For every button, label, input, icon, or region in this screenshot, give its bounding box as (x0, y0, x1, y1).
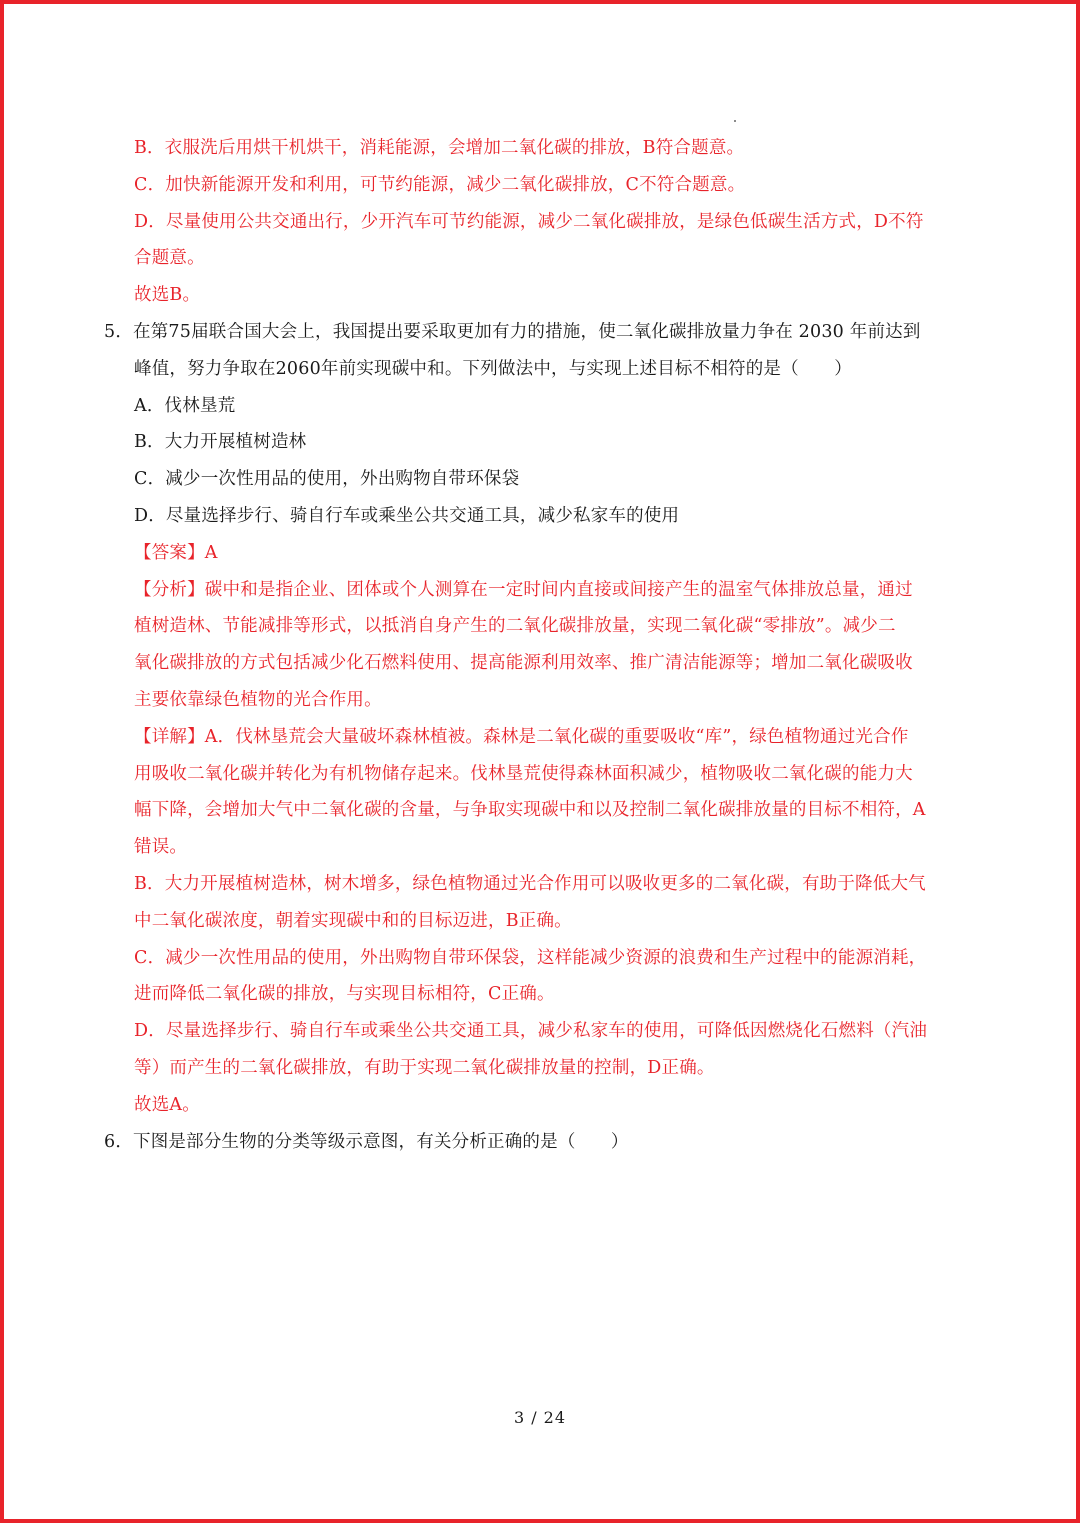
q5-analysis-line2: 植树造林、节能减排等形式，以抵消自身产生的二氧化碳排放量，实现二氧化碳“零排放”。减少二 (134, 616, 896, 637)
q5-detail-line1: 【详解】A．伐林垦荒会大量破坏森林植被。森林是二氧化碳的重要吸收“库”，绿色植物通过光合作 (134, 726, 909, 747)
q5-option-c: C．减少一次性用品的使用，外出购物自带环保袋 (134, 469, 520, 490)
page-number: 3 / 24 (513, 1408, 567, 1427)
q5-detail-line10: 等）而产生的二氧化碳排放，有助于实现二氧化碳排放量的控制，D正确。 (134, 1057, 715, 1078)
q5-detail-line4: 错误。 (134, 837, 188, 858)
q5-detail-line8: 进而降低二氧化碳的排放，与实现目标相符，C正确。 (134, 984, 555, 1005)
q5-stem-line2: 峰值，努力争取在2060年前实现碳中和。下列做法中，与实现上述目标不相符的是（ ） (134, 358, 852, 379)
q5-option-b: B．大力开展植树造林 (134, 432, 307, 453)
q5-detail-line9: D．尽量选择步行、骑自行车或乘坐公共交通工具，减少私家车的使用，可降低因燃烧化石燃料（汽油 (134, 1021, 928, 1042)
q5-detail-line2: 用吸收二氧化碳并转化为有机物储存起来。伐林垦荒使得森林面积减少，植物吸收二氧化碳的能力大 (134, 763, 913, 784)
q4-option-d-analysis-line1: D．尽量使用公共交通出行，少开汽车可节约能源，减少二氧化碳排放，是绿色低碳生活方式，D不符 (134, 211, 924, 232)
q5-analysis-line1: 【分析】碳中和是指企业、团体或个人测算在一定时间内直接或间接产生的温室气体排放总量，通过 (134, 579, 913, 600)
q5-answer: 【答案】A (134, 542, 218, 563)
q4-option-d-analysis-line2: 合题意。 (134, 248, 205, 269)
q5-detail-line5: B．大力开展植树造林，树木增多，绿色植物通过光合作用可以吸收更多的二氧化碳，有助于降低大气 (134, 873, 926, 894)
q5-detail-line6: 中二氧化碳浓度，朝着实现碳中和的目标迈进，B正确。 (134, 910, 572, 931)
q4-option-c-analysis: C．加快新能源开发和利用，可节约能源，减少二氧化碳排放，C不符合题意。 (134, 174, 746, 195)
q5-option-a: A．伐林垦荒 (134, 395, 236, 416)
q5-analysis-line3: 氧化碳排放的方式包括减少化石燃料使用、提高能源利用效率、推广清洁能源等；增加二氧化碳吸收 (134, 653, 913, 674)
q4-option-b-analysis: B．衣服洗后用烘干机烘干，消耗能源，会增加二氧化碳的排放，B符合题意。 (134, 138, 745, 158)
page-content (104, 130, 984, 1160)
stray-dot (734, 120, 736, 122)
q5-option-d: D．尽量选择步行、骑自行车或乘坐公共交通工具，减少私家车的使用 (134, 505, 680, 526)
q5-detail-line7: C．减少一次性用品的使用，外出购物自带环保袋，这样能减少资源的浪费和生产过程中的能源消耗， (134, 947, 927, 968)
q6-stem: 6．下图是部分生物的分类等级示意图，有关分析正确的是（ ） (104, 1131, 629, 1152)
q5-analysis-line4: 主要依靠绿色植物的光合作用。 (134, 689, 382, 710)
q5-stem-line1: 5．在第75届联合国大会上，我国提出要采取更加有力的措施，使二氧化碳排放量力争在 2030 年前达到 (104, 321, 921, 342)
q5-detail-line3: 幅下降，会增加大气中二氧化碳的含量，与争取实现碳中和以及控制二氧化碳排放量的目标不相符，A (134, 800, 926, 821)
q5-choice: 故选A。 (134, 1094, 200, 1115)
q4-choice: 故选B。 (134, 285, 201, 306)
